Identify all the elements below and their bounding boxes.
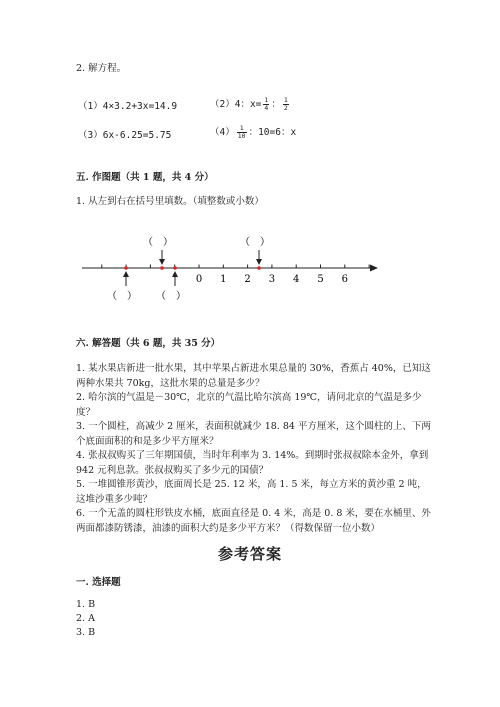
section-6-heading: 六. 解答题（共 6 题，共 35 分） <box>76 338 221 349</box>
answer-bracket-bottom-2: （ ） <box>156 291 186 302</box>
red-point-4 <box>257 266 261 270</box>
answer-bracket-top-1: （ ） <box>143 237 173 248</box>
section-subtitle: 2. 解方程。 <box>76 63 127 74</box>
problem-2: 2. 哈尔滨的气温是－30℃，北京的气温比哈尔滨高 19℃，请问北京的气温是多少度？ <box>76 392 422 418</box>
number-line-tick-label: 1 <box>220 274 227 285</box>
number-line-tick-labels <box>196 274 348 285</box>
up-arrow-icon <box>172 271 178 286</box>
down-arrow-icon <box>159 250 165 265</box>
number-line-tick-label: 5 <box>317 274 324 285</box>
number-line <box>82 236 378 302</box>
problem-4: 4. 张叔叔购买了三年期国债，当时年利率为 3. 14%。到期时张叔叔除本金外，拿到 942 元利息款。张叔叔购买了多少元的国债？ <box>76 450 429 476</box>
answer-item-3: 3. B <box>76 627 96 638</box>
answers-title: 参考答案 <box>217 545 282 563</box>
number-line-ticks <box>102 265 369 269</box>
number-line-tick-label: 0 <box>195 274 203 285</box>
equation-2-separator: ： <box>271 99 281 110</box>
down-arrow-icon <box>256 250 262 265</box>
number-line-tick-label: 4 <box>293 274 300 285</box>
problem-3: 3. 一个圆柱，高减少 2 厘米，表面积就减少 18. 84 平方厘米，这个圆柱的上、下两个底面面积的和是多少平方厘米？ <box>76 421 431 447</box>
number-line-tick-label: 3 <box>268 274 276 285</box>
equation-4-prefix: （4） <box>210 127 235 138</box>
problem-5: 5. 一堆圆锥形黄沙，底面周长是 25. 12 米，高 1. 5 米，每立方米的黄沙重 2 吨，这堆沙重多少吨？ <box>76 479 427 505</box>
answer-item-1: 1. B <box>76 599 96 610</box>
fraction-numerator: 1 <box>237 125 247 133</box>
answer-bracket-bottom-1: （ ） <box>107 291 137 302</box>
red-point-1 <box>124 266 128 270</box>
equation-3: （3）6x-6.25=5.75 <box>78 130 172 141</box>
equation-2-prefix: （2）4：x= <box>210 99 262 110</box>
fraction-denominator: 2 <box>283 104 288 112</box>
answer-bracket-top-2: （ ） <box>240 237 270 248</box>
section-5-question-1: 1. 从左到右在括号里填数。（填整数或小数） <box>76 196 264 207</box>
problem-1: 1. 某水果店新进一批水果，其中苹果占新进水果总量的 30%，香蕉占 40%，已知这两种水果共 70kg，这批水果的总量是多少？ <box>76 363 431 389</box>
fraction-numerator: 1 <box>264 96 269 104</box>
fraction-denominator: 4 <box>264 104 269 112</box>
section-5-heading: 五. 作图题（共 1 题，共 4 分） <box>76 172 214 183</box>
red-point-3 <box>173 266 177 270</box>
fraction-denominator: 10 <box>237 132 246 140</box>
equation-1: （1）4×3.2+3x=14.9 <box>78 101 178 112</box>
number-line-figure <box>0 0 500 320</box>
problem-6: 6. 一个无盖的圆柱形铁皮水桶，底面直径是 0. 4 米，高是 0. 8 米，要在水桶里、外两面都漆防锈漆，油漆的面积大约是多少平方米？（得数保留一位小数） <box>76 508 431 534</box>
number-line-tick-label: 2 <box>244 274 251 285</box>
number-line-tick-label: 6 <box>341 274 348 285</box>
fraction-numerator: 1 <box>283 96 288 104</box>
number-line-arrowhead <box>370 265 378 272</box>
equation-4-suffix: ：10=6：x <box>248 127 297 138</box>
answer-item-2: 2. A <box>76 613 95 624</box>
answers-heading: 一. 选择题 <box>76 577 121 588</box>
up-arrow-icon <box>123 271 129 286</box>
red-point-2 <box>160 266 164 270</box>
